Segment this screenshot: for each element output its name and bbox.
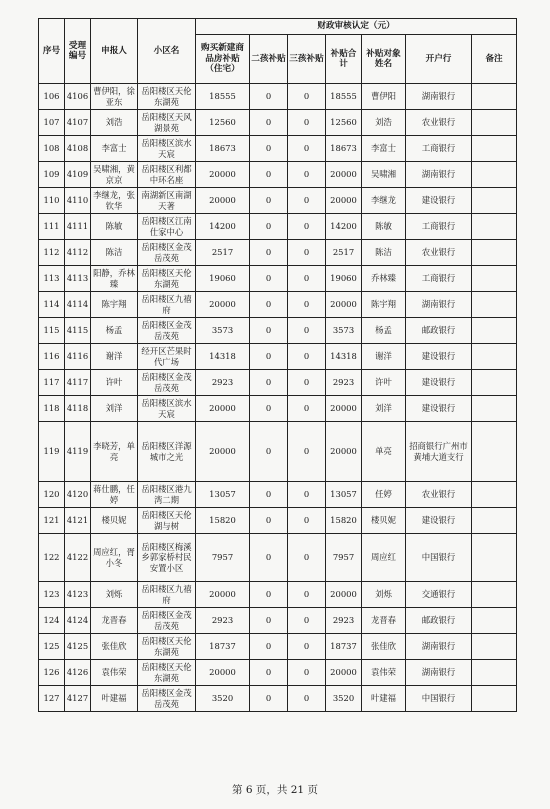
cell-bank: 湖南银行	[406, 292, 472, 318]
cell-third-child: 0	[288, 582, 326, 608]
cell-applicant: 陈敏	[91, 214, 138, 240]
cell-recipient: 单亮	[362, 422, 406, 482]
cell-second-child: 0	[250, 686, 288, 712]
cell-remark	[472, 608, 517, 634]
cell-remark	[472, 396, 517, 422]
cell-recipient: 叶建福	[362, 686, 406, 712]
cell-accept-no: 4106	[65, 84, 91, 110]
header-bank: 开户行	[406, 35, 472, 84]
cell-applicant: 吴啸湘，黄京京	[91, 162, 138, 188]
header-finance-group: 财政审核认定（元）	[196, 19, 517, 35]
cell-remark	[472, 344, 517, 370]
cell-third-child: 0	[288, 240, 326, 266]
header-remark: 备注	[472, 35, 517, 84]
cell-third-child: 0	[288, 110, 326, 136]
cell-second-child: 0	[250, 482, 288, 508]
cell-house-subsidy: 3573	[196, 318, 250, 344]
cell-accept-no: 4123	[65, 582, 91, 608]
header-subsidy-total: 补贴合计	[326, 35, 362, 84]
cell-second-child: 0	[250, 240, 288, 266]
cell-seq: 127	[39, 686, 65, 712]
cell-seq: 115	[39, 318, 65, 344]
cell-remark	[472, 162, 517, 188]
cell-seq: 120	[39, 482, 65, 508]
cell-house-subsidy: 14318	[196, 344, 250, 370]
cell-second-child: 0	[250, 370, 288, 396]
cell-applicant: 李富士	[91, 136, 138, 162]
cell-accept-no: 4122	[65, 534, 91, 582]
cell-seq: 117	[39, 370, 65, 396]
cell-community: 岳阳楼区金茂岳茂苑	[138, 608, 196, 634]
cell-subsidy-total: 2923	[326, 608, 362, 634]
cell-applicant: 陈宇翔	[91, 292, 138, 318]
cell-remark	[472, 534, 517, 582]
cell-seq: 106	[39, 84, 65, 110]
page-footer: 第 6 页，共 21 页	[232, 784, 318, 796]
cell-recipient: 袁伟荣	[362, 660, 406, 686]
cell-subsidy-total: 3520	[326, 686, 362, 712]
cell-bank: 工商银行	[406, 266, 472, 292]
cell-bank: 农业银行	[406, 482, 472, 508]
cell-second-child: 0	[250, 508, 288, 534]
header-recipient: 补贴对象姓名	[362, 35, 406, 84]
cell-subsidy-total: 7957	[326, 534, 362, 582]
cell-bank: 湖南银行	[406, 162, 472, 188]
cell-accept-no: 4116	[65, 344, 91, 370]
cell-second-child: 0	[250, 266, 288, 292]
table-row	[39, 110, 517, 136]
cell-subsidy-total: 20000	[326, 396, 362, 422]
header-accept-no: 受理编号	[65, 19, 91, 84]
header-community: 小区名	[138, 19, 196, 84]
cell-community: 岳阳楼区天伦东湖苑	[138, 660, 196, 686]
cell-bank: 邮政银行	[406, 318, 472, 344]
cell-applicant: 叶建福	[91, 686, 138, 712]
cell-seq: 118	[39, 396, 65, 422]
cell-community: 岳阳楼区天风湖景苑	[138, 110, 196, 136]
cell-third-child: 0	[288, 292, 326, 318]
cell-second-child: 0	[250, 162, 288, 188]
cell-recipient: 曹伊阳	[362, 84, 406, 110]
cell-subsidy-total: 14318	[326, 344, 362, 370]
cell-bank: 工商银行	[406, 214, 472, 240]
cell-subsidy-total: 20000	[326, 422, 362, 482]
header-house-subsidy: 购买新建商品房补贴（住宅）	[196, 35, 250, 84]
cell-recipient: 李继龙	[362, 188, 406, 214]
cell-house-subsidy: 20000	[196, 162, 250, 188]
cell-house-subsidy: 20000	[196, 188, 250, 214]
cell-third-child: 0	[288, 318, 326, 344]
cell-applicant: 刘洋	[91, 396, 138, 422]
cell-house-subsidy: 12560	[196, 110, 250, 136]
cell-second-child: 0	[250, 214, 288, 240]
cell-house-subsidy: 20000	[196, 422, 250, 482]
cell-bank: 农业银行	[406, 240, 472, 266]
header-third-child: 三孩补贴	[288, 35, 326, 84]
cell-remark	[472, 110, 517, 136]
table-row	[39, 608, 517, 634]
table-row	[39, 686, 517, 712]
cell-seq: 121	[39, 508, 65, 534]
cell-accept-no: 4125	[65, 634, 91, 660]
cell-third-child: 0	[288, 508, 326, 534]
cell-applicant: 楼贝妮	[91, 508, 138, 534]
cell-seq: 116	[39, 344, 65, 370]
cell-third-child: 0	[288, 344, 326, 370]
cell-bank: 建设银行	[406, 396, 472, 422]
cell-community: 岳阳楼区利都中环名座	[138, 162, 196, 188]
header-applicant: 申报人	[91, 19, 138, 84]
cell-subsidy-total: 20000	[326, 188, 362, 214]
cell-community: 岳阳楼区九禧府	[138, 582, 196, 608]
cell-bank: 建设银行	[406, 188, 472, 214]
cell-seq: 122	[39, 534, 65, 582]
header-seq: 序号	[39, 19, 65, 84]
cell-recipient: 刘浩	[362, 110, 406, 136]
cell-third-child: 0	[288, 396, 326, 422]
cell-house-subsidy: 14200	[196, 214, 250, 240]
cell-third-child: 0	[288, 188, 326, 214]
cell-bank: 湖南银行	[406, 634, 472, 660]
cell-second-child: 0	[250, 84, 288, 110]
cell-bank: 中国银行	[406, 534, 472, 582]
cell-accept-no: 4107	[65, 110, 91, 136]
cell-applicant: 曹伊阳，徐亚东	[91, 84, 138, 110]
cell-recipient: 任婷	[362, 482, 406, 508]
cell-second-child: 0	[250, 608, 288, 634]
cell-bank: 中国银行	[406, 686, 472, 712]
cell-subsidy-total: 13057	[326, 482, 362, 508]
cell-remark	[472, 292, 517, 318]
cell-remark	[472, 370, 517, 396]
table-row	[39, 634, 517, 660]
cell-house-subsidy: 20000	[196, 292, 250, 318]
cell-remark	[472, 686, 517, 712]
cell-third-child: 0	[288, 660, 326, 686]
cell-applicant: 张佳欣	[91, 634, 138, 660]
cell-subsidy-total: 18555	[326, 84, 362, 110]
cell-applicant: 李继龙，张钦华	[91, 188, 138, 214]
cell-accept-no: 4115	[65, 318, 91, 344]
cell-subsidy-total: 15820	[326, 508, 362, 534]
cell-accept-no: 4126	[65, 660, 91, 686]
cell-accept-no: 4108	[65, 136, 91, 162]
cell-bank: 农业银行	[406, 110, 472, 136]
header-second-child: 二孩补贴	[250, 35, 288, 84]
table-row	[39, 318, 517, 344]
cell-remark	[472, 214, 517, 240]
cell-applicant: 龙晋春	[91, 608, 138, 634]
cell-applicant: 周应红，胥小冬	[91, 534, 138, 582]
cell-subsidy-total: 18673	[326, 136, 362, 162]
cell-bank: 交通银行	[406, 582, 472, 608]
cell-community: 岳阳楼区天伦东湖苑	[138, 634, 196, 660]
cell-subsidy-total: 20000	[326, 162, 362, 188]
table-row	[39, 344, 517, 370]
cell-community: 岳阳楼区港九湾二期	[138, 482, 196, 508]
table-row	[39, 482, 517, 508]
cell-second-child: 0	[250, 422, 288, 482]
cell-third-child: 0	[288, 370, 326, 396]
cell-recipient: 龙晋春	[362, 608, 406, 634]
cell-applicant: 刘烁	[91, 582, 138, 608]
cell-recipient: 许叶	[362, 370, 406, 396]
cell-subsidy-total: 20000	[326, 660, 362, 686]
cell-remark	[472, 84, 517, 110]
table-row	[39, 370, 517, 396]
cell-third-child: 0	[288, 266, 326, 292]
cell-bank: 湖南银行	[406, 84, 472, 110]
cell-second-child: 0	[250, 582, 288, 608]
table-body	[39, 84, 517, 712]
table-header	[39, 19, 517, 84]
table-row	[39, 396, 517, 422]
cell-subsidy-total: 20000	[326, 292, 362, 318]
table-row	[39, 84, 517, 110]
cell-community: 岳阳楼区天伦东湖苑	[138, 84, 196, 110]
cell-recipient: 张佳欣	[362, 634, 406, 660]
cell-second-child: 0	[250, 344, 288, 370]
table-row	[39, 266, 517, 292]
cell-subsidy-total: 12560	[326, 110, 362, 136]
cell-second-child: 0	[250, 634, 288, 660]
subsidy-table-sheet	[38, 18, 516, 712]
cell-remark	[472, 318, 517, 344]
cell-second-child: 0	[250, 292, 288, 318]
cell-subsidy-total: 14200	[326, 214, 362, 240]
cell-subsidy-total: 20000	[326, 582, 362, 608]
table-row	[39, 240, 517, 266]
table-row	[39, 660, 517, 686]
cell-community: 岳阳楼区滨水天宸	[138, 396, 196, 422]
cell-community: 岳阳楼区金茂岳茂苑	[138, 370, 196, 396]
cell-house-subsidy: 20000	[196, 396, 250, 422]
cell-community: 岳阳楼区洋源城市之光	[138, 422, 196, 482]
cell-accept-no: 4127	[65, 686, 91, 712]
cell-bank: 建设银行	[406, 370, 472, 396]
cell-second-child: 0	[250, 318, 288, 344]
cell-accept-no: 4118	[65, 396, 91, 422]
cell-bank: 工商银行	[406, 136, 472, 162]
cell-second-child: 0	[250, 534, 288, 582]
table-row	[39, 534, 517, 582]
cell-bank: 招商银行广州市黄埔大道支行	[406, 422, 472, 482]
cell-accept-no: 4110	[65, 188, 91, 214]
cell-subsidy-total: 18737	[326, 634, 362, 660]
cell-community: 岳阳楼区金茂岳茂苑	[138, 318, 196, 344]
table-row	[39, 214, 517, 240]
cell-second-child: 0	[250, 110, 288, 136]
cell-seq: 124	[39, 608, 65, 634]
cell-house-subsidy: 15820	[196, 508, 250, 534]
cell-accept-no: 4119	[65, 422, 91, 482]
cell-community: 经开区芒果时代广场	[138, 344, 196, 370]
cell-house-subsidy: 19060	[196, 266, 250, 292]
table-row	[39, 136, 517, 162]
cell-applicant: 谢洋	[91, 344, 138, 370]
cell-house-subsidy: 3520	[196, 686, 250, 712]
cell-recipient: 陈洁	[362, 240, 406, 266]
cell-third-child: 0	[288, 214, 326, 240]
cell-seq: 125	[39, 634, 65, 660]
cell-remark	[472, 240, 517, 266]
cell-remark	[472, 508, 517, 534]
table-row	[39, 508, 517, 534]
cell-second-child: 0	[250, 660, 288, 686]
cell-house-subsidy: 18673	[196, 136, 250, 162]
cell-seq: 110	[39, 188, 65, 214]
cell-seq: 123	[39, 582, 65, 608]
cell-remark	[472, 634, 517, 660]
cell-third-child: 0	[288, 422, 326, 482]
cell-community: 岳阳楼区金茂岳茂苑	[138, 240, 196, 266]
table-row	[39, 582, 517, 608]
cell-house-subsidy: 20000	[196, 660, 250, 686]
cell-recipient: 周应红	[362, 534, 406, 582]
cell-bank: 建设银行	[406, 344, 472, 370]
table-row	[39, 188, 517, 214]
cell-accept-no: 4109	[65, 162, 91, 188]
cell-third-child: 0	[288, 534, 326, 582]
cell-third-child: 0	[288, 136, 326, 162]
cell-recipient: 乔林臻	[362, 266, 406, 292]
cell-subsidy-total: 3573	[326, 318, 362, 344]
cell-house-subsidy: 2923	[196, 608, 250, 634]
cell-seq: 107	[39, 110, 65, 136]
cell-accept-no: 4117	[65, 370, 91, 396]
table-row	[39, 162, 517, 188]
cell-seq: 111	[39, 214, 65, 240]
cell-seq: 113	[39, 266, 65, 292]
cell-community: 岳阳楼区梅溪乡郭家桥村民安置小区	[138, 534, 196, 582]
cell-remark	[472, 422, 517, 482]
cell-applicant: 陈洁	[91, 240, 138, 266]
cell-accept-no: 4113	[65, 266, 91, 292]
cell-bank: 邮政银行	[406, 608, 472, 634]
cell-community: 岳阳楼区金茂岳茂苑	[138, 686, 196, 712]
cell-accept-no: 4124	[65, 608, 91, 634]
cell-subsidy-total: 2923	[326, 370, 362, 396]
cell-recipient: 李富士	[362, 136, 406, 162]
cell-recipient: 刘洋	[362, 396, 406, 422]
cell-third-child: 0	[288, 608, 326, 634]
cell-applicant: 杨孟	[91, 318, 138, 344]
cell-applicant: 蒋仕鹏，任婷	[91, 482, 138, 508]
cell-seq: 126	[39, 660, 65, 686]
cell-second-child: 0	[250, 396, 288, 422]
cell-third-child: 0	[288, 162, 326, 188]
cell-applicant: 许叶	[91, 370, 138, 396]
table-row	[39, 422, 517, 482]
cell-seq: 109	[39, 162, 65, 188]
cell-house-subsidy: 18555	[196, 84, 250, 110]
cell-community: 岳阳楼区江南仕家中心	[138, 214, 196, 240]
cell-bank: 湖南银行	[406, 660, 472, 686]
cell-applicant: 刘浩	[91, 110, 138, 136]
cell-seq: 108	[39, 136, 65, 162]
cell-recipient: 刘烁	[362, 582, 406, 608]
cell-community: 岳阳楼区九禧府	[138, 292, 196, 318]
cell-house-subsidy: 18737	[196, 634, 250, 660]
cell-remark	[472, 582, 517, 608]
cell-community: 岳阳楼区天伦东湖苑	[138, 266, 196, 292]
cell-third-child: 0	[288, 482, 326, 508]
cell-seq: 119	[39, 422, 65, 482]
cell-remark	[472, 482, 517, 508]
cell-accept-no: 4120	[65, 482, 91, 508]
cell-applicant: 李晓芳，单亮	[91, 422, 138, 482]
cell-community: 岳阳楼区天伦湖与树	[138, 508, 196, 534]
cell-house-subsidy: 7957	[196, 534, 250, 582]
cell-third-child: 0	[288, 634, 326, 660]
cell-community: 岳阳楼区滨水天宸	[138, 136, 196, 162]
table-row	[39, 292, 517, 318]
cell-accept-no: 4112	[65, 240, 91, 266]
cell-community: 南湖新区南湖天著	[138, 188, 196, 214]
cell-accept-no: 4114	[65, 292, 91, 318]
cell-house-subsidy: 13057	[196, 482, 250, 508]
cell-remark	[472, 136, 517, 162]
cell-accept-no: 4121	[65, 508, 91, 534]
cell-seq: 112	[39, 240, 65, 266]
cell-remark	[472, 660, 517, 686]
cell-recipient: 楼贝妮	[362, 508, 406, 534]
cell-recipient: 吴啸湘	[362, 162, 406, 188]
subsidy-table	[38, 18, 517, 712]
cell-recipient: 杨孟	[362, 318, 406, 344]
cell-house-subsidy: 20000	[196, 582, 250, 608]
cell-remark	[472, 188, 517, 214]
cell-recipient: 谢洋	[362, 344, 406, 370]
cell-third-child: 0	[288, 686, 326, 712]
cell-second-child: 0	[250, 136, 288, 162]
cell-house-subsidy: 2923	[196, 370, 250, 396]
cell-second-child: 0	[250, 188, 288, 214]
cell-subsidy-total: 19060	[326, 266, 362, 292]
cell-recipient: 陈敏	[362, 214, 406, 240]
cell-house-subsidy: 2517	[196, 240, 250, 266]
cell-remark	[472, 266, 517, 292]
cell-subsidy-total: 2517	[326, 240, 362, 266]
cell-recipient: 陈宇翔	[362, 292, 406, 318]
cell-seq: 114	[39, 292, 65, 318]
cell-applicant: 袁伟荣	[91, 660, 138, 686]
cell-accept-no: 4111	[65, 214, 91, 240]
cell-bank: 建设银行	[406, 508, 472, 534]
cell-third-child: 0	[288, 84, 326, 110]
cell-applicant: 阳静，乔林臻	[91, 266, 138, 292]
